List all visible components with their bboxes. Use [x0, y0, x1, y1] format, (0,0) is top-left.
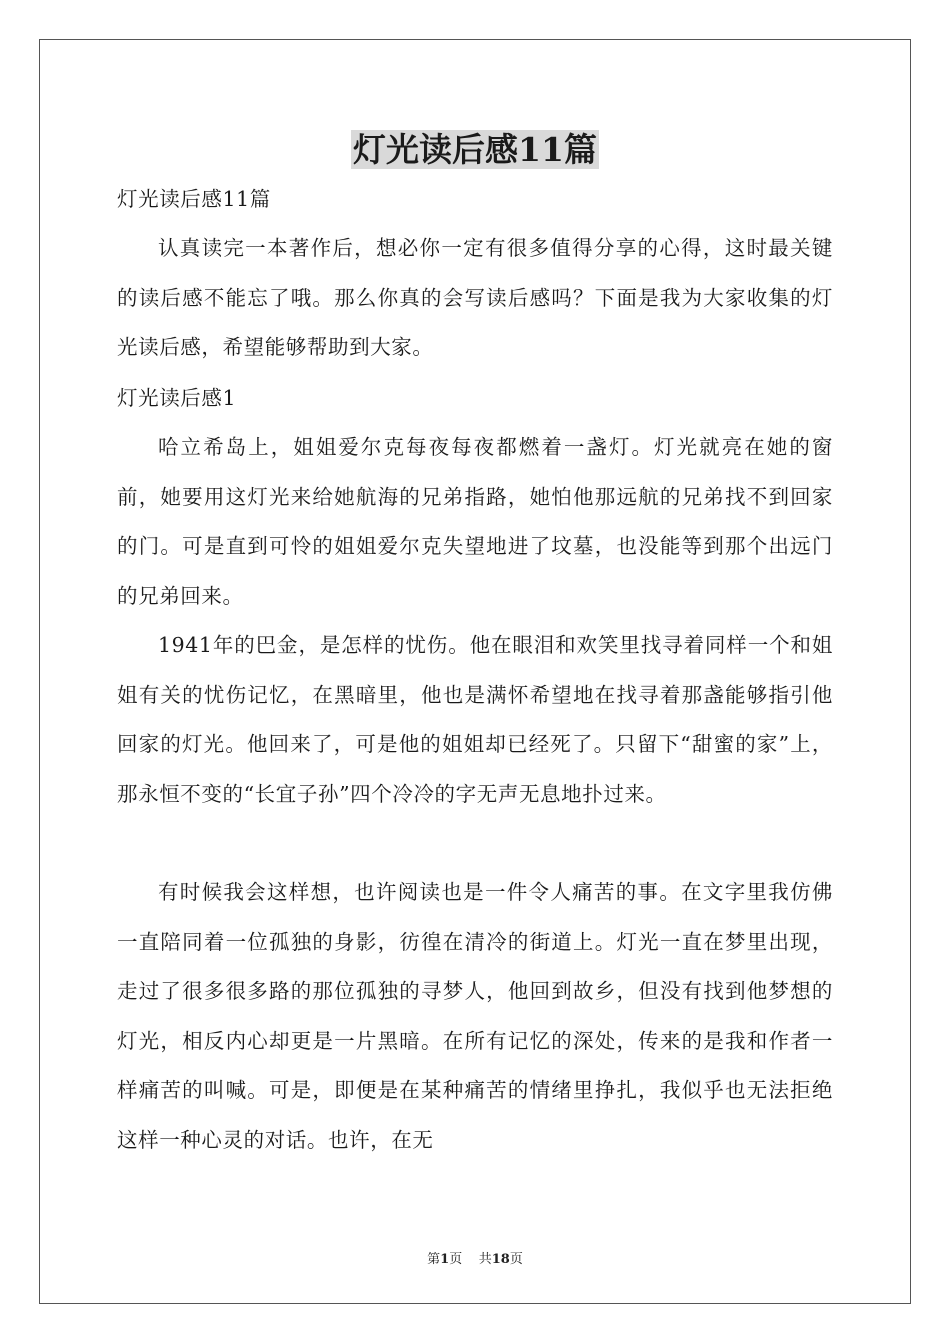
- document-subtitle: 灯光读后感11篇: [117, 187, 271, 211]
- page-footer: [0, 1248, 950, 1267]
- section-heading: 灯光读后感1: [117, 386, 237, 410]
- document-title: [117, 124, 833, 176]
- footer-page-suffix: 页: [449, 1252, 463, 1267]
- footer-page-prefix: 第: [427, 1252, 441, 1267]
- body-paragraph-3: 有时候我会这样想，也许阅读也是一件令人痛苦的事。在文字里我仿佛一直陪同着一位孤独的身影，彷徨在清冷的街道上。灯光一直在梦里出现，走过了很多很多路的那位孤独的寻梦人，他回到故乡，但没有找到他梦想的灯光，相反内心却更是一片黑暗。在所有记忆的深处，传来的是我和作者一样痛苦的叫喊。可是，即便是在某种痛苦的情绪里挣扎，我似乎也无法拒绝这样一种心灵的对话。也许，在无: [117, 880, 833, 1152]
- body-paragraph-1: 哈立希岛上，姐姐爱尔克每夜每夜都燃着一盏灯。灯光就亮在她的窗前，她要用这灯光来给她航海的兄弟指路，她怕他那远航的兄弟找不到回家的门。可是直到可怜的姐姐爱尔克失望地进了坟墓，也没能等到那个出远门的兄弟回来。: [117, 435, 833, 608]
- document-title-text: 灯光读后感11篇: [353, 130, 597, 169]
- body-paragraph-2: 1941年的巴金，是怎样的忧伤。他在眼泪和欢笑里找寻着同样一个和姐姐有关的忧伤记忆，在黑暗里，他也是满怀希望地在找寻着那盏能够指引他回家的灯光。他回来了，可是他的姐姐却已经死了。只留下“甜蜜的家”上，那永恒不变的“长宜子孙”四个冷冷的字无声无息地扑过来。: [117, 633, 833, 806]
- footer-total-prefix: 共: [478, 1252, 492, 1267]
- intro-paragraph: 认真读完一本著作后，想必你一定有很多值得分享的心得，这时最关键的读后感不能忘了哦。那么你真的会写读后感吗？下面是我为大家收集的灯光读后感，希望能够帮助到大家。: [117, 236, 833, 359]
- footer-page-number: 1: [440, 1252, 450, 1267]
- footer-total-pages: 18: [491, 1252, 510, 1267]
- footer-total-suffix: 页: [509, 1252, 523, 1267]
